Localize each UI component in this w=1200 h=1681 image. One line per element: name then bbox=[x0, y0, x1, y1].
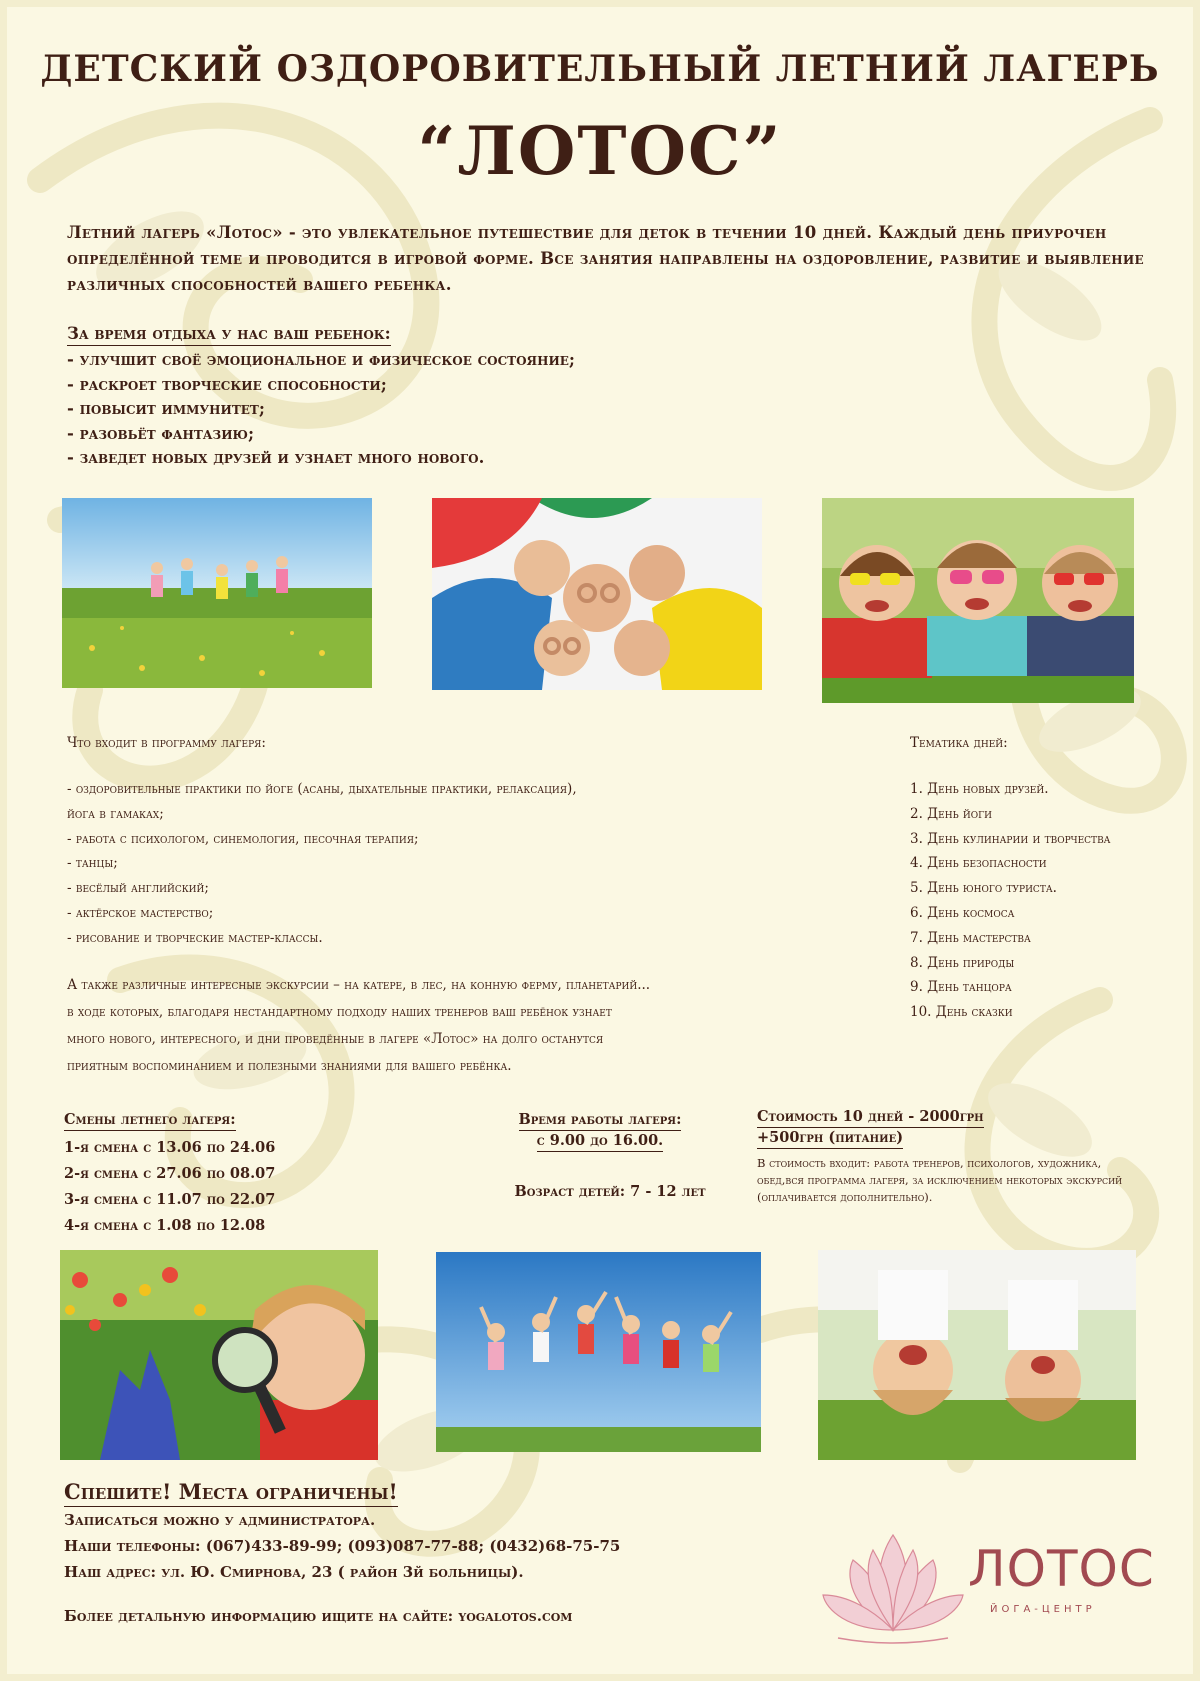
list-item: 9. День танцора bbox=[910, 979, 1012, 996]
list-item: - разовьёт фантазию; bbox=[67, 423, 255, 443]
cost-meals: +500грн (питание) bbox=[757, 1128, 903, 1149]
list-item: - рисование и творческие мастер-классы. bbox=[67, 929, 323, 946]
list-item: 7. День мастерства bbox=[910, 929, 1031, 946]
list-item: 3. День кулинарии и творчества bbox=[910, 830, 1111, 847]
program-section bbox=[67, 733, 847, 1080]
list-item: - заведет новых друзей и узнает много нового. bbox=[67, 448, 485, 467]
website-line: Более детальную информацию ищите на сайте: yogalotos.com bbox=[64, 1607, 573, 1625]
signup-line: Записаться можно у администратора. bbox=[64, 1511, 376, 1529]
children-jumping-sky-photo bbox=[436, 1252, 761, 1452]
list-item: 1. День новых друзей. bbox=[910, 781, 1049, 797]
lotos-logo bbox=[818, 1520, 1155, 1660]
boy-magnifying-glass-photo bbox=[60, 1250, 378, 1460]
children-circle-faces-photo bbox=[432, 498, 762, 690]
list-item: 2. День йоги bbox=[910, 805, 992, 822]
hours-value: с 9.00 до 16.00. bbox=[537, 1131, 663, 1152]
excursions-line: много нового, интересного, и дни проведённые в лагере «Лотос» на долго останутся bbox=[67, 1030, 604, 1047]
excursions-line: А также различные интересные экскурсии – на катере, в лес, на конную ферму, планетарий... bbox=[67, 976, 651, 993]
children-age: Возраст детей: 7 - 12 лет bbox=[514, 1183, 706, 1200]
list-item: - работа с психологом, синемология, песочная терапия; bbox=[67, 830, 419, 847]
list-item: 2-я смена с 27.06 по 08.07 bbox=[64, 1165, 276, 1182]
hurry-slogan: Спешите! Места ограничены! bbox=[64, 1478, 398, 1507]
benefits-section bbox=[67, 323, 967, 471]
list-item: - весёлый английский; bbox=[67, 880, 209, 897]
list-item: 3-я смена с 11.07 по 22.07 bbox=[64, 1191, 276, 1208]
themes-section bbox=[910, 733, 1190, 1025]
list-item: 4-я смена с 1.08 по 12.08 bbox=[64, 1217, 266, 1234]
cost-description: В стоимость входит: работа тренеров, психологов, художника, обед,вся программа лагеря, за исключением некоторых экскурсий (оплачивается дополнительно). bbox=[757, 1156, 1123, 1204]
list-item: - актёрское мастерство; bbox=[67, 904, 214, 921]
working-hours bbox=[470, 1110, 730, 1152]
children-running-meadow-photo bbox=[62, 498, 372, 688]
phones-line: Наши телефоны: (067)433-89-99; (093)087-77-88; (0432)68-75-75 bbox=[64, 1537, 621, 1555]
excursions-line: приятным воспоминанием и полезными знаниями для вашего ребёнка. bbox=[67, 1057, 512, 1074]
excursions-line: в ходе которых, благодаря нестандартному подходу наших тренеров ваш ребёнок узнает bbox=[67, 1003, 612, 1020]
page-title-camp-name: “ЛОТОС” bbox=[417, 112, 783, 190]
shifts-heading: Смены летнего лагеря: bbox=[64, 1110, 236, 1131]
page-title-line1: ДЕТСКИЙ ОЗДОРОВИТЕЛЬНЫЙ ЛЕТНИЙ ЛАГЕРЬ bbox=[40, 48, 1160, 90]
lotus-flower-icon bbox=[818, 1520, 968, 1650]
list-item: - танцы; bbox=[67, 855, 118, 872]
benefits-list bbox=[67, 348, 967, 471]
list-item: 4. День безопасности bbox=[910, 855, 1047, 872]
cost-section bbox=[757, 1107, 1157, 1206]
list-item: 1-я смена с 13.06 по 24.06 bbox=[64, 1139, 276, 1156]
list-item: 10. День сказки bbox=[910, 1004, 1013, 1021]
logo-name: ЛОТОС bbox=[968, 1540, 1155, 1598]
shifts-list bbox=[64, 1135, 364, 1239]
children-upside-down-grass-photo bbox=[818, 1250, 1136, 1460]
intro-paragraph: Летний лагерь «Лотос» - это увлекательное путешествие для деток в течении 10 дней. Каждый день приурочен определённой теме и проводится в игровой форме. Все занятия направлены на оздоровление, развитие и выявление различных способностей вашего ребенка. bbox=[67, 223, 1144, 294]
logo-subtitle: ЙОГА-ЦЕНТР bbox=[990, 1604, 1096, 1615]
list-item: - оздоровительные практики по йоге (асаны, дыхательные практики, релаксация), bbox=[67, 781, 577, 797]
cost-heading: Стоимость 10 дней - 2000грн bbox=[757, 1107, 984, 1128]
benefits-heading: За время отдыха у нас ваш ребенок: bbox=[67, 323, 391, 346]
list-item: - раскроет творческие способности; bbox=[67, 374, 387, 394]
list-item: 8. День природы bbox=[910, 954, 1015, 971]
program-heading: Что входит в программу лагеря: bbox=[67, 735, 266, 751]
program-list bbox=[67, 777, 847, 951]
themes-heading: Тематика дней: bbox=[910, 735, 1008, 751]
shifts-section bbox=[64, 1110, 364, 1239]
list-item: йога в гамаках; bbox=[67, 805, 164, 822]
list-item: - повысит иммунитет; bbox=[67, 399, 265, 418]
list-item: - улучшит своё эмоциональное и физическое состояние; bbox=[67, 350, 576, 369]
excursions-paragraph bbox=[67, 972, 847, 1080]
list-item: 6. День космоса bbox=[910, 904, 1015, 921]
children-sunglasses-grass-photo bbox=[822, 498, 1134, 703]
address-line: Наш адрес: ул. Ю. Смирнова, 23 ( район 3й больницы). bbox=[64, 1563, 524, 1581]
themes-list bbox=[910, 777, 1190, 1025]
list-item: 5. День юного туриста. bbox=[910, 880, 1057, 897]
hours-heading: Время работы лагеря: bbox=[519, 1110, 682, 1131]
contacts-section bbox=[64, 1478, 884, 1629]
